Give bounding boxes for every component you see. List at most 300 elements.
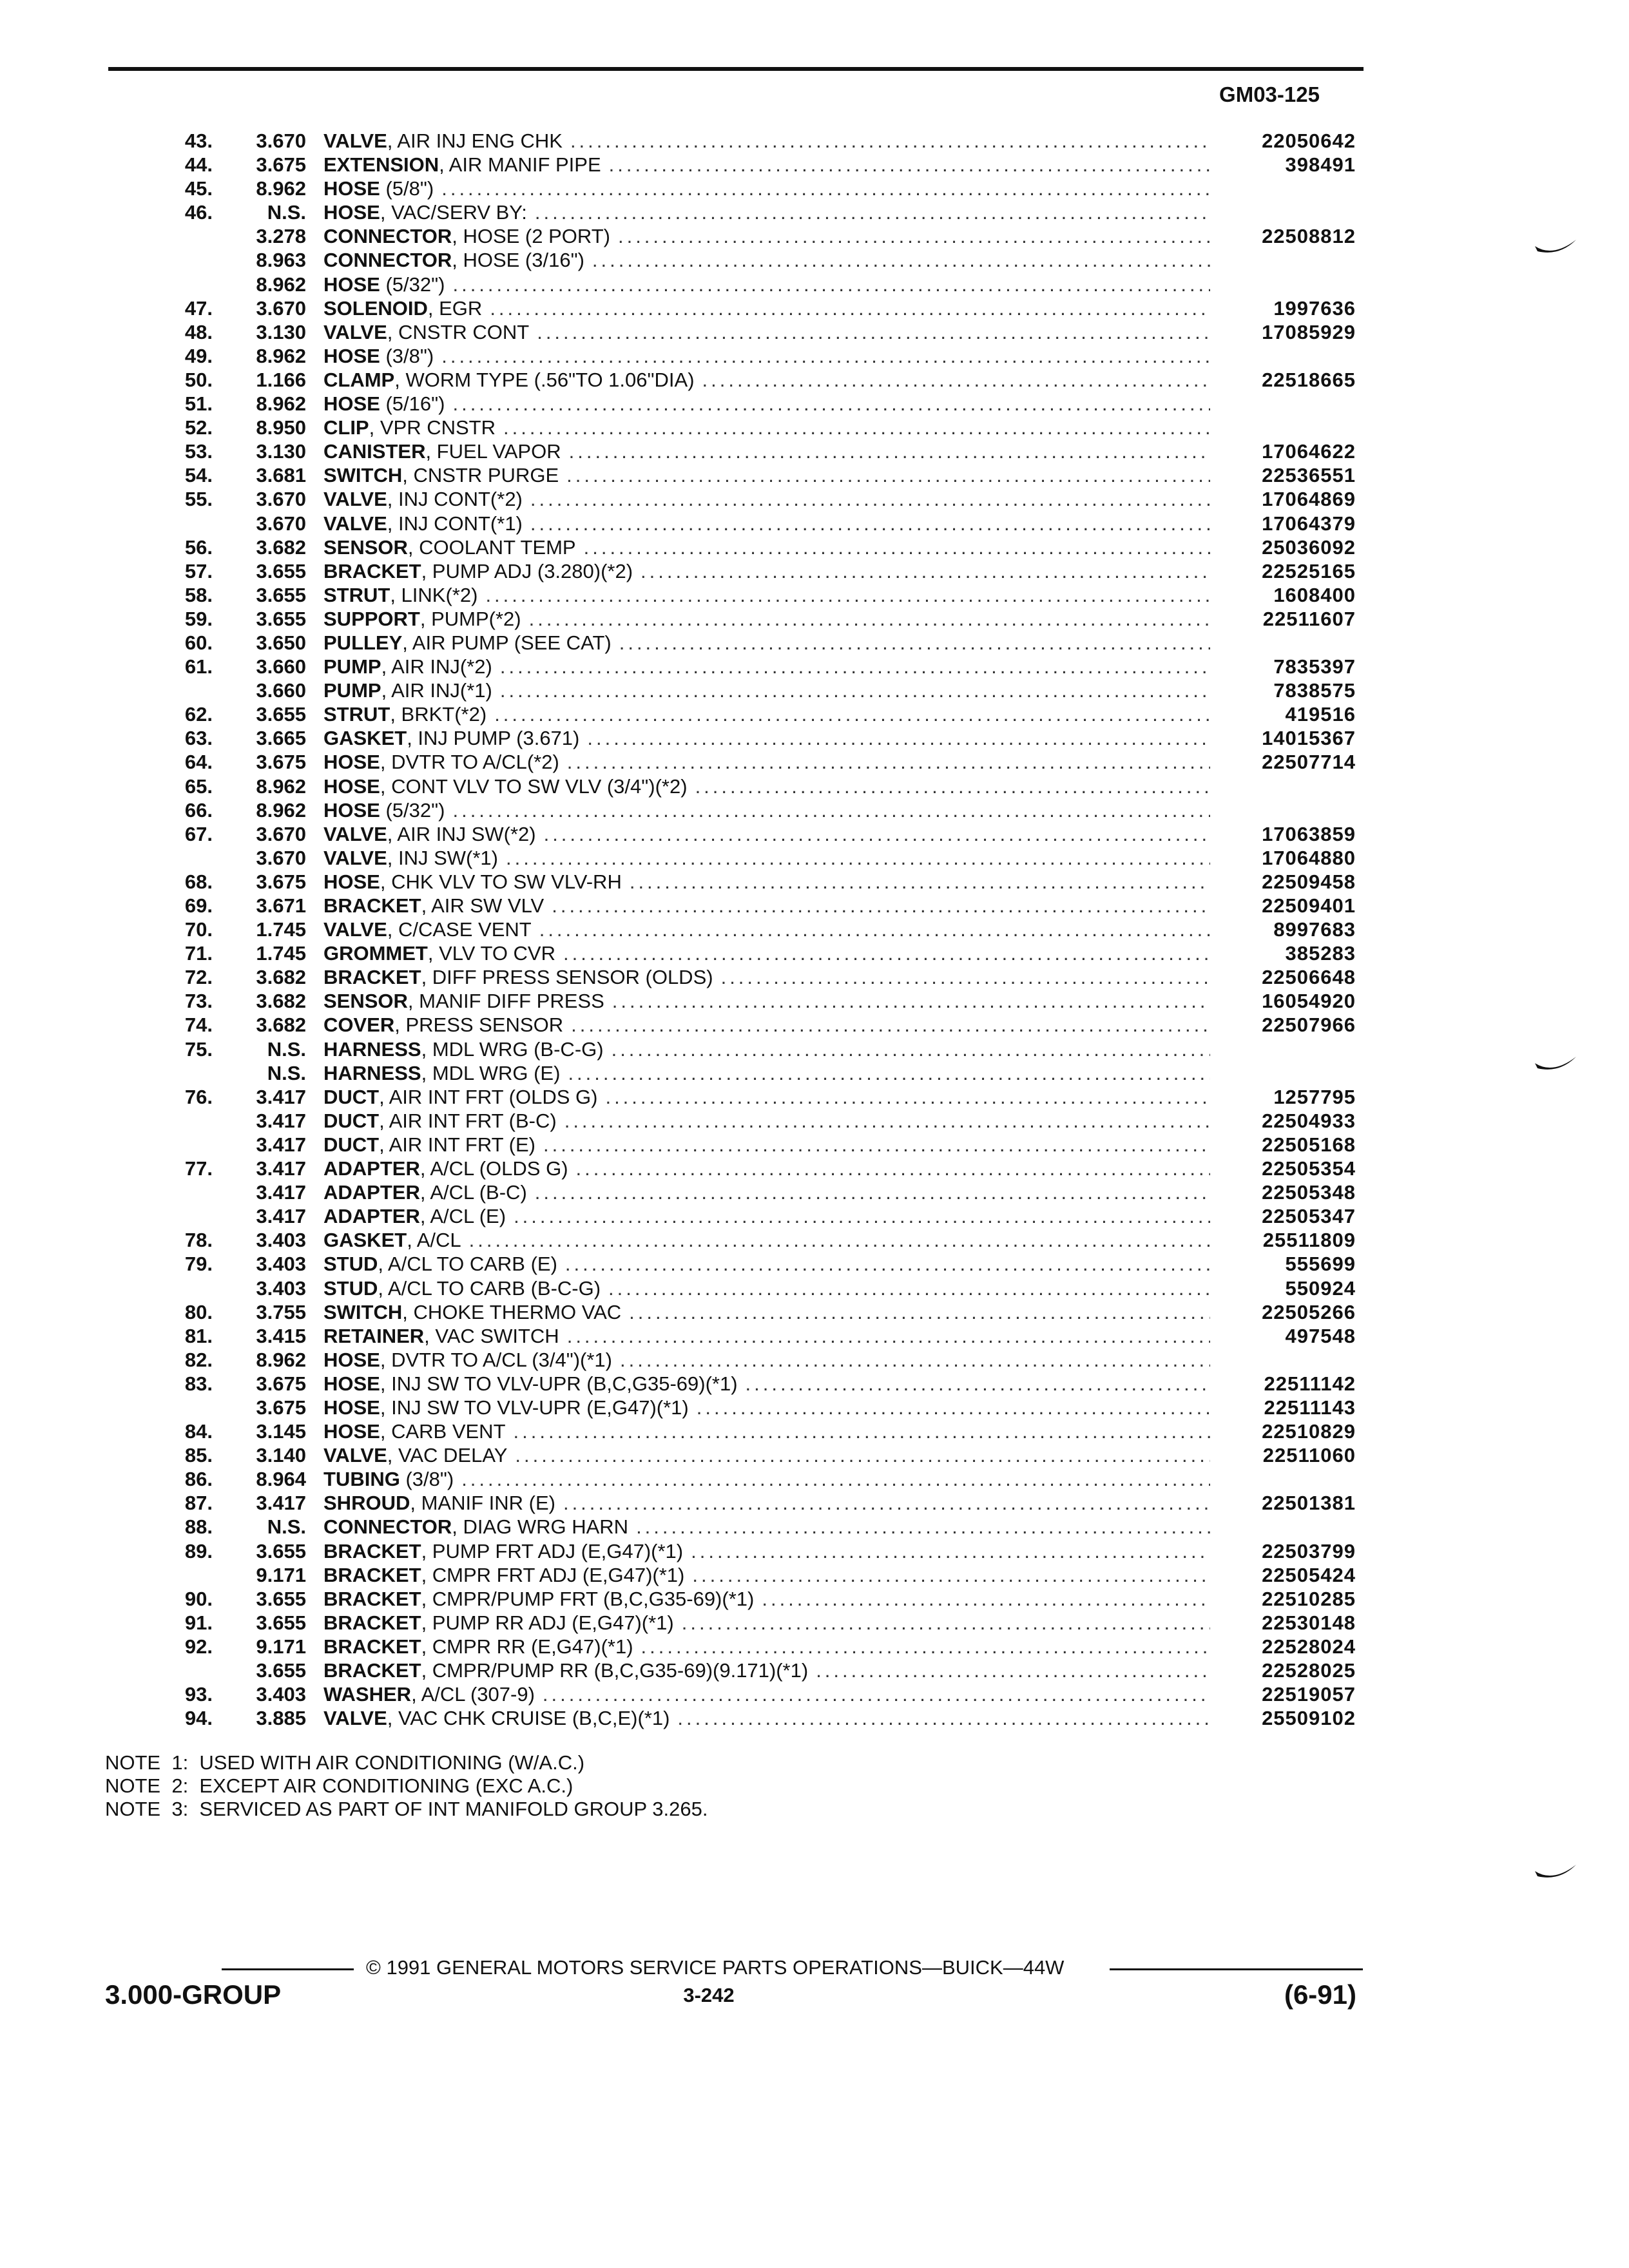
binder-tick-mark <box>1534 237 1579 263</box>
dot-leader <box>523 512 1210 535</box>
part-name: EXTENSION <box>323 153 439 177</box>
item-number: 70. <box>184 918 213 941</box>
item-number: 50. <box>184 368 213 391</box>
part-row <box>0 989 1629 1013</box>
part-detail: , INJ PUMP (3.671) <box>407 727 580 750</box>
group-number: 3.665 <box>256 727 306 750</box>
part-name: HOSE <box>323 392 380 416</box>
part-name: HOSE <box>323 1348 380 1371</box>
part-row <box>0 1324 1629 1348</box>
part-detail: , CMPR FRT ADJ (E,G47)(*1) <box>421 1563 685 1586</box>
part-number: 22510285 <box>1262 1587 1356 1610</box>
description <box>323 535 1210 559</box>
group-number: 8.964 <box>256 1468 306 1491</box>
part-name: HOSE <box>323 751 380 774</box>
top-rule <box>108 67 1364 71</box>
dot-leader <box>544 894 1210 918</box>
dot-leader <box>535 1682 1210 1706</box>
group-number: 3.675 <box>256 1372 306 1395</box>
part-name: CONNECTOR <box>323 225 452 248</box>
item-number: 46. <box>184 201 213 224</box>
dot-leader <box>561 439 1210 463</box>
description <box>323 1276 1210 1300</box>
dot-leader <box>507 1443 1210 1467</box>
group-number: 3.675 <box>256 870 306 893</box>
part-detail: , AIR INJ SW(*2) <box>387 822 536 845</box>
description <box>323 1252 1210 1276</box>
part-number: 22501381 <box>1262 1492 1356 1515</box>
group-number: 3.681 <box>256 464 306 487</box>
part-detail: , AIR MANIF PIPE <box>439 153 601 177</box>
description <box>323 822 1210 846</box>
part-number: 22506648 <box>1262 966 1356 989</box>
part-detail: , CNSTR PURGE <box>402 464 559 487</box>
description <box>323 224 1210 248</box>
dot-leader <box>498 846 1210 870</box>
description <box>323 989 1210 1013</box>
dot-leader <box>601 1276 1210 1300</box>
part-number: 16054920 <box>1262 990 1356 1013</box>
item-number: 82. <box>184 1348 213 1371</box>
part-row <box>0 153 1629 177</box>
part-number: 22050642 <box>1262 130 1356 152</box>
part-detail: , MDL WRG (E) <box>421 1061 561 1084</box>
dot-leader <box>604 989 1210 1013</box>
part-row <box>0 1539 1629 1563</box>
binder-tick-mark <box>1534 1054 1579 1080</box>
part-row <box>0 1658 1629 1682</box>
part-number: 17064622 <box>1262 440 1356 463</box>
group-number: 3.278 <box>256 225 306 248</box>
dot-leader <box>434 177 1210 200</box>
part-detail: , AIR INT FRT (OLDS G) <box>379 1085 598 1108</box>
dot-leader <box>445 392 1210 416</box>
item-number: 51. <box>184 392 213 416</box>
part-detail: , PUMP(*2) <box>419 607 521 630</box>
description <box>323 1635 1210 1658</box>
group-number: 3.675 <box>256 153 306 177</box>
part-detail: , A/CL (E) <box>419 1205 506 1228</box>
description <box>323 1682 1210 1706</box>
dot-leader <box>563 129 1210 153</box>
part-name: DUCT <box>323 1109 380 1132</box>
description <box>323 1611 1210 1635</box>
part-row <box>0 368 1629 392</box>
part-name: SWITCH <box>323 464 403 487</box>
item-number: 56. <box>184 535 213 559</box>
item-number: 73. <box>184 990 213 1013</box>
part-row <box>0 512 1629 535</box>
description <box>323 918 1210 941</box>
part-name: SOLENOID <box>323 296 428 320</box>
part-row <box>0 1180 1629 1204</box>
part-detail: , AIR INJ(*2) <box>381 655 492 678</box>
part-number: 22528025 <box>1262 1659 1356 1682</box>
part-detail: , DVTR TO A/CL (3/4")(*1) <box>380 1348 612 1371</box>
part-number: 22509401 <box>1262 894 1356 917</box>
part-row <box>0 774 1629 798</box>
item-number: 65. <box>184 774 213 798</box>
description <box>323 439 1210 463</box>
part-number: 25509102 <box>1262 1707 1356 1730</box>
item-number: 59. <box>184 607 213 630</box>
description <box>323 1348 1210 1372</box>
group-number: 3.417 <box>256 1109 306 1132</box>
dot-leader <box>568 1157 1210 1180</box>
group-number: 3.675 <box>256 751 306 774</box>
group-number: 8.962 <box>256 798 306 822</box>
description <box>323 631 1210 655</box>
description <box>323 894 1210 918</box>
item-number: 52. <box>184 416 213 439</box>
description <box>323 583 1210 607</box>
part-detail: , AIR INJ ENG CHK <box>387 130 563 152</box>
group-number: 3.682 <box>256 990 306 1013</box>
item-number: 93. <box>184 1683 213 1706</box>
dot-leader <box>612 631 1210 655</box>
group-number: 3.655 <box>256 1539 306 1562</box>
description <box>323 153 1210 177</box>
group-number: 9.171 <box>256 1563 306 1586</box>
part-detail: , MANIF DIFF PRESS <box>407 990 604 1013</box>
dot-leader <box>527 200 1210 224</box>
part-name: HOSE <box>323 177 380 200</box>
item-number: 89. <box>184 1539 213 1562</box>
part-row <box>0 1013 1629 1037</box>
item-number: 66. <box>184 798 213 822</box>
dot-leader <box>555 1491 1210 1515</box>
description <box>323 416 1210 439</box>
dot-leader <box>445 273 1210 296</box>
description <box>323 1300 1210 1324</box>
part-number: 7838575 <box>1273 679 1356 702</box>
part-row <box>0 344 1629 368</box>
part-row <box>0 870 1629 894</box>
part-row <box>0 1467 1629 1491</box>
part-row <box>0 631 1629 655</box>
dot-leader <box>684 1563 1210 1587</box>
description <box>323 320 1210 344</box>
group-number: N.S. <box>267 1515 306 1539</box>
description <box>323 750 1210 774</box>
part-name: BRACKET <box>323 1635 421 1658</box>
item-number: 63. <box>184 727 213 750</box>
part-number: 14015367 <box>1262 727 1356 750</box>
part-row <box>0 273 1629 296</box>
part-row <box>0 726 1629 750</box>
dot-leader <box>633 559 1210 583</box>
group-number: 8.962 <box>256 774 306 798</box>
group-number: 3.755 <box>256 1300 306 1323</box>
part-name: HOSE <box>323 798 380 822</box>
part-row <box>0 846 1629 870</box>
part-name: BRACKET <box>323 1563 421 1586</box>
description <box>323 965 1210 989</box>
group-number: 3.655 <box>256 1611 306 1634</box>
note-1: NOTE 1: USED WITH AIR CONDITIONING (W/A.C.) <box>105 1751 585 1774</box>
description <box>323 1539 1210 1563</box>
item-number: 43. <box>184 130 213 152</box>
part-detail: , VAC DELAY <box>387 1444 508 1467</box>
part-row <box>0 1133 1629 1157</box>
dot-leader <box>487 702 1210 726</box>
part-row <box>0 702 1629 726</box>
description <box>323 1396 1210 1419</box>
description <box>323 1563 1210 1587</box>
part-row <box>0 296 1629 320</box>
part-detail: , CMPR/PUMP FRT (B,C,G35-69)(*1) <box>421 1587 755 1610</box>
part-number: 8997683 <box>1273 918 1356 941</box>
group-number: 3.655 <box>256 583 306 606</box>
part-detail: , CMPR/PUMP RR (B,C,G35-69)(9.171)(*1) <box>421 1659 809 1682</box>
description <box>323 1061 1210 1085</box>
description <box>323 463 1210 487</box>
group-number: 3.417 <box>256 1157 306 1180</box>
part-detail: (5/32") <box>380 273 445 296</box>
part-detail: , VAC SWITCH <box>424 1324 559 1347</box>
description <box>323 1515 1210 1539</box>
part-number: 1608400 <box>1273 583 1356 606</box>
part-name: VALVE <box>323 822 387 845</box>
part-number: 17064379 <box>1262 512 1356 535</box>
part-name: VALVE <box>323 918 387 941</box>
description <box>323 655 1210 678</box>
part-row <box>0 1276 1629 1300</box>
dot-leader <box>557 1252 1210 1276</box>
part-number: 22505348 <box>1262 1181 1356 1204</box>
item-number: 88. <box>184 1515 213 1539</box>
part-detail: , DVTR TO A/CL(*2) <box>380 751 559 774</box>
part-name: HOSE <box>323 273 380 296</box>
dot-leader <box>688 774 1210 798</box>
part-detail: , AIR INT FRT (E) <box>379 1133 535 1156</box>
item-number: 71. <box>184 942 213 965</box>
part-number: 22530148 <box>1262 1611 1356 1634</box>
part-row <box>0 1300 1629 1324</box>
description <box>323 273 1210 296</box>
group-number: 3.417 <box>256 1133 306 1156</box>
part-detail: , VAC/SERV BY: <box>380 201 527 224</box>
part-detail: , CMPR RR (E,G47)(*1) <box>421 1635 633 1658</box>
part-number: 1257795 <box>1273 1085 1356 1108</box>
dot-leader <box>622 870 1210 894</box>
group-number: 3.417 <box>256 1492 306 1515</box>
part-detail: , PUMP ADJ (3.280)(*2) <box>421 559 633 582</box>
part-name: HOSE <box>323 201 380 224</box>
description <box>323 392 1210 416</box>
group-number: 8.963 <box>256 249 306 272</box>
part-name: STUD <box>323 1276 378 1300</box>
group-number: 3.417 <box>256 1181 306 1204</box>
part-detail: , DIFF PRESS SENSOR (OLDS) <box>421 966 713 989</box>
dot-leader <box>754 1587 1210 1611</box>
part-row <box>0 463 1629 487</box>
part-name: RETAINER <box>323 1324 425 1347</box>
part-row <box>0 129 1629 153</box>
dot-leader <box>559 1324 1210 1348</box>
part-name: SWITCH <box>323 1300 403 1323</box>
dot-leader <box>445 798 1210 822</box>
part-detail: , CARB VENT <box>380 1420 506 1443</box>
part-row <box>0 1611 1629 1635</box>
description <box>323 1467 1210 1491</box>
part-number: 22511607 <box>1262 607 1356 630</box>
part-name: ADAPTER <box>323 1205 420 1228</box>
group-number: 8.962 <box>256 273 306 296</box>
part-detail: , PRESS SENSOR <box>394 1014 564 1037</box>
group-number: 3.130 <box>256 320 306 343</box>
dot-leader <box>559 463 1210 487</box>
part-name: HOSE <box>323 344 380 367</box>
part-name: SENSOR <box>323 535 408 559</box>
dot-leader <box>601 153 1210 177</box>
group-number: 3.655 <box>256 703 306 726</box>
group-number: 8.962 <box>256 392 306 416</box>
part-row <box>0 941 1629 965</box>
date-code: (6-91) <box>1284 1979 1356 2010</box>
part-row <box>0 1228 1629 1252</box>
item-number: 69. <box>184 894 213 917</box>
dot-leader <box>579 726 1210 750</box>
part-number: 419516 <box>1285 703 1356 726</box>
description <box>323 1133 1210 1157</box>
dot-leader <box>521 607 1210 631</box>
part-name: BRACKET <box>323 1587 421 1610</box>
part-detail: , INJ CONT(*2) <box>387 488 523 511</box>
part-detail: , AIR INJ(*1) <box>381 679 492 702</box>
part-number: 22518665 <box>1262 368 1356 391</box>
dot-leader <box>506 1204 1210 1228</box>
part-number: 22519057 <box>1262 1683 1356 1706</box>
part-detail: , CNSTR CONT <box>387 320 530 343</box>
part-name: HARNESS <box>323 1037 421 1061</box>
group-number: 3.670 <box>256 488 306 511</box>
part-number: 22505168 <box>1262 1133 1356 1156</box>
item-number: 85. <box>184 1444 213 1467</box>
part-detail: , CONT VLV TO SW VLV (3/4")(*2) <box>380 774 688 798</box>
part-name: BRACKET <box>323 1659 421 1682</box>
part-detail: , INJ SW(*1) <box>387 846 498 869</box>
dot-leader <box>492 655 1210 678</box>
part-detail: , AIR SW VLV <box>421 894 545 917</box>
group-number: 3.670 <box>256 130 306 152</box>
item-number: 94. <box>184 1707 213 1730</box>
dot-leader <box>738 1372 1210 1396</box>
description <box>323 1109 1210 1133</box>
description <box>323 1658 1210 1682</box>
item-number: 53. <box>184 440 213 463</box>
description <box>323 607 1210 631</box>
part-name: SENSOR <box>323 990 408 1013</box>
group-number: 3.655 <box>256 1659 306 1682</box>
part-name: HOSE <box>323 1396 380 1419</box>
part-name: HOSE <box>323 774 380 798</box>
part-detail: , CHOKE THERMO VAC <box>402 1300 622 1323</box>
dot-leader <box>496 416 1210 439</box>
description <box>323 344 1210 368</box>
part-detail: , A/CL (307-9) <box>411 1683 535 1706</box>
part-number: 385283 <box>1285 942 1356 965</box>
description <box>323 1037 1210 1061</box>
dot-leader <box>683 1539 1210 1563</box>
part-row <box>0 1587 1629 1611</box>
group-number: 3.670 <box>256 846 306 869</box>
item-number: 79. <box>184 1253 213 1276</box>
part-row <box>0 248 1629 272</box>
description <box>323 1204 1210 1228</box>
item-number: 90. <box>184 1587 213 1610</box>
part-number: 22507966 <box>1262 1014 1356 1037</box>
group-number: 3.671 <box>256 894 306 917</box>
item-number: 64. <box>184 751 213 774</box>
item-number: 74. <box>184 1014 213 1037</box>
item-number: 47. <box>184 296 213 320</box>
part-row <box>0 1443 1629 1467</box>
dot-leader <box>612 1348 1210 1372</box>
page-number: 3-242 <box>683 1984 735 2006</box>
part-detail: , INJ SW TO VLV-UPR (B,C,G35-69)(*1) <box>380 1372 738 1395</box>
part-number: 22507714 <box>1262 751 1356 774</box>
description <box>323 1419 1210 1443</box>
part-detail: , AIR PUMP (SEE CAT) <box>402 631 612 654</box>
part-detail: , EGR <box>427 296 483 320</box>
part-detail: , COOLANT TEMP <box>407 535 576 559</box>
group-number: N.S. <box>267 1037 306 1061</box>
description <box>323 678 1210 702</box>
part-row <box>0 1396 1629 1419</box>
description <box>323 512 1210 535</box>
description <box>323 1706 1210 1730</box>
item-number: 75. <box>184 1037 213 1061</box>
part-number: 22505424 <box>1262 1563 1356 1586</box>
dot-leader <box>559 750 1210 774</box>
part-detail: , INJ CONT(*1) <box>387 512 523 535</box>
group-number: 3.140 <box>256 1444 306 1467</box>
part-detail: , INJ SW TO VLV-UPR (E,G47)(*1) <box>380 1396 689 1419</box>
dot-leader <box>610 224 1210 248</box>
part-number: 17085929 <box>1262 320 1356 343</box>
part-row <box>0 1204 1629 1228</box>
dot-leader <box>560 1061 1210 1085</box>
part-row <box>0 1037 1629 1061</box>
part-detail: (5/32") <box>380 798 445 822</box>
description <box>323 702 1210 726</box>
part-row <box>0 798 1629 822</box>
description <box>323 129 1210 153</box>
part-number: 398491 <box>1285 153 1356 177</box>
part-row <box>0 678 1629 702</box>
part-name: VALVE <box>323 130 387 152</box>
part-number: 22508812 <box>1262 225 1356 248</box>
group-number: 1.166 <box>256 368 306 391</box>
description <box>323 177 1210 200</box>
dot-leader <box>597 1085 1210 1109</box>
item-number: 58. <box>184 583 213 606</box>
dot-leader <box>604 1037 1210 1061</box>
part-name: VALVE <box>323 846 387 869</box>
part-detail: (5/16") <box>380 392 445 416</box>
description <box>323 248 1210 272</box>
part-number: 22525165 <box>1262 559 1356 582</box>
item-number: 92. <box>184 1635 213 1658</box>
description <box>323 368 1210 392</box>
dot-leader <box>576 535 1210 559</box>
part-name: STRUT <box>323 703 390 726</box>
document-id: GM03-125 <box>1219 82 1320 106</box>
group-number: 3.655 <box>256 607 306 630</box>
group-number: 3.682 <box>256 1014 306 1037</box>
description <box>323 1443 1210 1467</box>
